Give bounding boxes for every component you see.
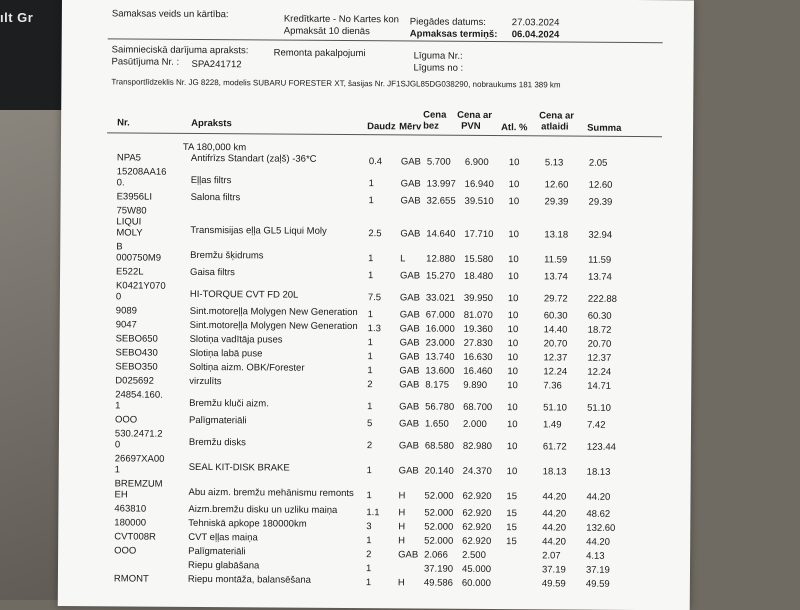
row-unit: GAB [398,549,418,560]
row-vat: 62.920 [462,491,491,502]
laptop-label: ılt Gr [0,10,33,25]
row-after-discount: 13.18 [544,229,568,240]
row-qty: 2 [367,379,372,390]
row-vat: 16.460 [463,366,492,377]
row-qty: 1 [368,309,373,320]
row-disc: 15 [506,508,517,519]
row-nr: 15208AA16 [117,166,167,177]
row-sum: 222.88 [588,294,617,305]
header-divider [108,38,663,43]
row-price: 37.190 [424,564,453,575]
row-qty: 2 [366,549,371,560]
row-nr: SEBO650 [116,333,158,344]
row-sum: 14.71 [587,381,611,392]
row-vat: 16.630 [463,352,492,363]
row-desc: Bremžu disks [189,437,246,448]
row-vat: 62.920 [462,536,491,547]
row-qty: 1 [368,253,373,264]
row-after-discount: 12.24 [543,366,567,377]
row-desc: Transmisijas eļļa GL5 Liqui Moly [190,225,326,237]
row-vat: 2.000 [463,419,487,430]
col-unit: Mērv [399,121,421,132]
row-price: 52.000 [424,522,453,533]
row-after-discount: 18.13 [543,466,567,477]
row-sum: 12.60 [589,180,613,191]
row-disc: 10 [507,366,518,377]
row-disc: 15 [506,491,517,502]
row-nr: 000750M9 [116,252,161,263]
row-unit: H [398,490,405,501]
row-sum: 20.70 [588,339,612,350]
row-sum: 32.94 [588,230,612,241]
row-after-discount: 11.59 [544,254,567,265]
row-vat: 68.700 [463,402,492,413]
row-nr: MOLY [116,227,142,238]
col-after-2: atlaidi [541,121,569,132]
row-qty: 0.4 [369,156,382,167]
col-after-1: Cena ar [539,110,574,121]
col-price-1: Cena [423,110,446,121]
row-desc: Abu aizm. bremžu mehānismu remonts [188,487,353,499]
desc-value: Remonta pakalpojumi [274,47,366,59]
row-price: 5.700 [427,157,451,168]
row-after-discount: 44.20 [542,522,566,533]
row-nr: 75W80 [116,205,146,216]
row-nr: D025692 [115,375,154,386]
col-qty: Daudz [367,121,396,132]
col-vat-1: Cena ar [457,110,492,121]
row-qty: 1 [366,577,371,588]
row-after-discount: 1.49 [543,419,562,430]
row-disc: 10 [507,402,518,413]
row-desc: Sint.motoreļļa Molygen New Generation [190,320,358,332]
row-nr: RMONT [114,573,149,584]
row-qty: 1 [366,490,371,501]
row-nr: SEBO350 [115,361,157,372]
row-price: 49.586 [424,578,453,589]
row-desc: SEAL KIT-DISK BRAKE [189,462,290,474]
row-price: 14.640 [426,229,455,240]
row-unit: GAB [399,351,419,362]
row-vat: 6.900 [465,157,489,168]
row-after-discount: 61.72 [543,441,567,452]
row-vat: 15.580 [464,254,493,265]
row-sum: 49.59 [586,579,610,590]
row-nr: 530.2471.2 [115,428,163,439]
row-after-discount: 12.60 [545,179,569,190]
row-sum: 13.74 [588,272,612,283]
row-qty: 1 [366,563,371,574]
row-desc: Sint.motoreļļa Molygen New Generation [190,306,358,318]
row-vat: 24.370 [463,466,492,477]
row-after-discount: 12.37 [543,352,567,363]
row-unit: GAB [399,440,419,451]
row-unit: GAB [399,379,419,390]
due-label: Apmaksas termiņš: [410,28,498,40]
row-unit: H [398,507,405,518]
table-header-divider [107,132,662,137]
row-after-discount: 44.20 [542,491,566,502]
row-unit: H [398,535,405,546]
row-vat: 19.360 [464,324,493,335]
row-disc: 10 [508,229,519,240]
row-nr: LIQUI [116,216,141,227]
row-nr: 0 [115,439,120,450]
row-qty: 1 [366,535,371,546]
payment-value-1: Kredītkarte - No Kartes kon [284,14,399,26]
row-vat: 39.510 [465,196,494,207]
row-sum: 48.62 [586,509,610,520]
row-vat: 60.000 [462,578,491,589]
row-unit: GAB [399,465,419,476]
row-price: 13.600 [425,366,454,377]
row-after-discount: 44.20 [542,508,566,519]
row-nr: BREMZUM [115,478,163,489]
row-after-discount: 51.10 [543,402,567,413]
row-sum: 7.42 [587,420,606,431]
row-desc: Bremžu kluči aizm. [189,398,269,410]
row-nr: CVT008R [114,531,156,542]
row-desc: Slotiņa vadītāja puses [190,334,283,346]
row-qty: 1 [367,465,372,476]
row-desc: Tehniskā apkope 180000km [188,518,306,530]
row-nr: EH [114,489,127,500]
row-qty: 5 [367,418,372,429]
col-disc: Atl. % [501,122,527,133]
row-disc: 10 [509,179,520,190]
row-disc: 10 [507,380,518,391]
row-unit: GAB [401,178,421,189]
row-price: 8.175 [425,380,449,391]
row-nr: K0421Y070 [116,280,166,291]
row-after-discount: 7.36 [543,380,562,391]
row-sum: 132.60 [586,523,615,534]
row-disc: 10 [507,466,518,477]
row-desc: Gaisa filtrs [190,267,235,278]
row-unit: GAB [400,337,420,348]
row-desc: Palīgmateriāli [188,546,246,557]
delivery-label: Piegādes datums: [410,16,486,28]
row-desc: Aizm.bremžu disku un uzliku maiņa [188,504,337,516]
col-nr: Nr. [117,117,130,128]
col-sum: Summa [587,123,621,134]
row-desc: CVT eļļas maiņa [188,532,258,543]
row-desc: HI-TORQUE CVT FD 20L [190,289,298,301]
row-disc: 10 [509,157,520,168]
row-after-discount: 20.70 [544,338,568,349]
row-nr: 9089 [116,305,137,316]
row-unit: H [398,577,405,588]
row-desc: Eļļas filtrs [191,175,232,186]
row-unit: GAB [400,270,420,281]
row-vat: 82.980 [463,441,492,452]
row-after-discount: 5.13 [545,157,564,168]
row-price: 20.140 [425,466,454,477]
row-unit: GAB [400,309,420,320]
row-unit: L [400,253,405,264]
row-after-discount: 29.39 [545,196,569,207]
row-vat: 81.070 [464,310,493,321]
row-qty: 2 [367,440,372,451]
row-qty: 1 [368,337,373,348]
section-title: TA 180,000 km [183,142,246,153]
row-nr: B [116,241,122,252]
row-sum: 51.10 [587,403,611,414]
col-vat-2: PVN [461,121,481,132]
row-disc: 10 [509,196,520,207]
row-nr: 463810 [114,503,146,514]
row-nr: 24854.160. [115,389,163,400]
row-unit: GAB [400,323,420,334]
row-unit: GAB [401,156,421,167]
row-sum: 18.72 [588,325,612,336]
row-nr: 0 [116,291,121,302]
row-price: 13.740 [425,352,454,363]
row-unit: GAB [400,292,420,303]
row-nr: 0. [117,177,125,188]
row-after-discount: 44.20 [542,536,566,547]
row-desc: Antifrīzs Standart (zaļš) -36*C [191,153,317,165]
row-nr: 9047 [116,319,137,330]
row-nr: SEBO430 [115,347,157,358]
invoice-paper [58,0,694,610]
desc-label: Saimnieciskā darījuma apraksts: [112,44,249,56]
row-disc: 10 [508,338,519,349]
row-unit: H [398,521,405,532]
row-price: 16.000 [426,324,455,335]
row-price: 12.880 [426,254,455,265]
row-nr: 26697XA00 [115,453,165,464]
row-unit: GAB [399,401,419,412]
order-value: SPA241712 [191,59,241,70]
row-desc: Salona filtrs [191,192,241,203]
row-qty: 1 [369,195,374,206]
row-disc: 10 [507,352,518,363]
row-after-discount: 60.30 [544,310,568,321]
row-price: 68.580 [425,441,454,452]
row-sum: 12.37 [587,353,611,364]
row-vat: 39.950 [464,293,493,304]
row-nr: 180000 [114,517,146,528]
row-vat: 62.920 [462,522,491,533]
row-nr: OOO [115,414,137,425]
row-vat: 2.500 [462,550,486,561]
row-after-discount: 13.74 [544,271,568,282]
due-value: 06.04.2024 [512,29,560,40]
row-disc: 10 [508,310,519,321]
row-qty: 3 [366,521,371,532]
col-desc: Apraksts [191,118,232,129]
row-price: 52.000 [424,536,453,547]
row-sum: 2.05 [589,158,608,169]
row-vat: 62.920 [462,508,491,519]
row-desc: Riepu montāža, balansēšana [188,574,311,586]
row-sum: 11.59 [588,255,611,266]
payment-label: Samaksas veids un kārtība: [112,8,229,20]
row-price: 15.270 [426,271,455,282]
row-qty: 1 [367,365,372,376]
row-sum: 4.13 [586,551,605,562]
row-after-discount: 14.40 [544,324,568,335]
row-price: 52.000 [424,508,453,519]
row-price: 33.021 [426,293,455,304]
row-unit: GAB [400,228,420,239]
row-nr: 1 [115,400,120,411]
row-qty: 2.5 [368,228,381,239]
row-price: 56.780 [425,402,454,413]
row-unit: GAB [399,418,419,429]
row-vat: 17.710 [464,229,493,240]
row-price: 52.000 [424,491,453,502]
row-sum: 29.39 [589,197,613,208]
payment-value-2: Apmaksāt 10 dienās [284,26,370,38]
row-price: 1.650 [425,419,449,430]
row-price: 2.066 [424,550,448,561]
row-qty: 7.5 [368,292,381,303]
row-sum: 60.30 [588,311,612,322]
row-price: 23.000 [426,338,455,349]
row-qty: 1.1 [366,507,379,518]
row-qty: 1 [368,270,373,281]
row-disc: 15 [506,522,517,533]
row-nr: E3956LI [117,191,152,202]
row-desc: Bremžu šķidrums [190,250,263,262]
row-disc: 10 [508,254,519,265]
row-desc: Palīgmateriāli [189,415,247,426]
row-unit: GAB [401,195,421,206]
row-desc: Soltiņa aizm. OBK/Forester [189,362,304,374]
row-sum: 123.44 [587,442,616,453]
row-vat: 18.480 [464,271,493,282]
row-nr: E522L [116,266,144,277]
row-after-discount: 37.19 [542,564,566,575]
row-nr: NPA5 [117,152,141,163]
row-disc: 10 [508,324,519,335]
row-nr: 1 [115,464,120,475]
row-after-discount: 49.59 [542,578,566,589]
row-disc: 15 [506,536,517,547]
row-price: 67.000 [426,310,455,321]
row-sum: 37.19 [586,565,610,576]
row-vat: 45.000 [462,564,491,575]
row-nr: OOO [114,545,136,556]
row-disc: 10 [507,441,518,452]
row-desc: Riepu glabāšana [188,560,259,571]
row-vat: 27.830 [464,338,493,349]
row-qty: 1.3 [368,323,381,334]
row-sum: 44.20 [586,492,610,503]
row-desc: virzulīts [189,376,221,387]
row-qty: 1 [367,351,372,362]
row-sum: 44.20 [586,537,610,548]
order-label: Pasūtījuma Nr. : [112,56,180,67]
row-desc: Slotiņa labā puse [189,348,262,360]
row-disc: 10 [508,293,519,304]
row-sum: 12.24 [587,367,611,378]
row-after-discount: 2.07 [542,550,561,561]
delivery-value: 27.03.2024 [512,17,560,28]
contract-from-label: Līgums no : [413,62,463,73]
row-qty: 1 [369,178,374,189]
row-disc: 10 [508,271,519,282]
row-sum: 18.13 [587,467,611,478]
row-unit: GAB [399,365,419,376]
col-price-2: bez [423,121,439,132]
row-vat: 16.940 [465,179,494,190]
row-vat: 9.890 [463,380,487,391]
row-disc: 10 [507,419,518,430]
row-after-discount: 29.72 [544,293,568,304]
contract-label: Līguma Nr.: [414,50,463,61]
vehicle-info: Transportlīdzeklis Nr. JG 8228, modelis SUBARU FORESTER XT, šasijas Nr. JF1SJGL85DG038290, nobraukums 181 389 km [111,76,560,90]
row-price: 32.655 [427,196,456,207]
row-qty: 1 [367,401,372,412]
row-price: 13.997 [427,179,456,190]
